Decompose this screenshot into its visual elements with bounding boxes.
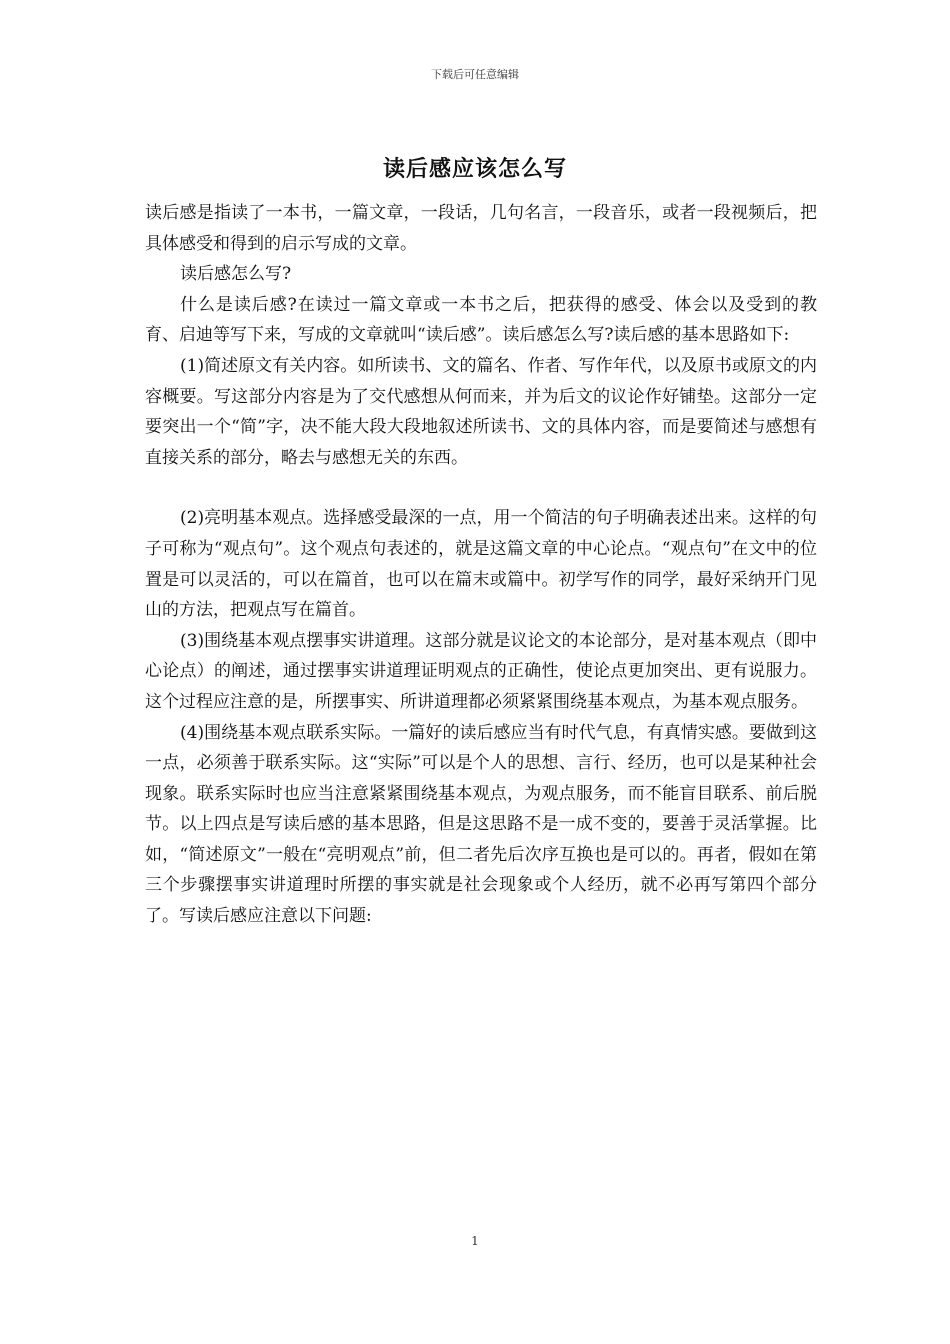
page-number: 1	[471, 1234, 479, 1248]
paragraph-question: 读后感怎么写?	[180, 264, 292, 285]
paragraph-definition: 什么是读后感?在读过一篇文章或一本书之后，把获得的感受、体会以及受到的教育、启迪等写下来，写成的文章就叫“读后感”。读后感怎么写?读后感的基本思路如下:	[145, 294, 817, 346]
paragraph-step-2: (2)亮明基本观点。选择感受最深的一点，用一个简洁的句子明确表述出来。这样的句子可称为“观点句”。这个观点句表述的，就是这篇文章的中心论点。“观点句”在文中的位置是可以灵活的，可以在篇首，也可以在篇末或篇中。初学写作的同学，最好采纳开门见山的方法，把观点写在篇首。	[145, 508, 817, 621]
paragraph-step-3: (3)围绕基本观点摆事实讲道理。这部分就是议论文的本论部分，是对基本观点（即中心论点）的阐述，通过摆事实讲道理证明观点的正确性，使论点更加突出、更有说服力。这个过程应注意的是，所摆事实、所讲道理都必须紧紧围绕基本观点，为基本观点服务。	[145, 630, 817, 712]
paragraph-step-1: (1)简述原文有关内容。如所读书、文的篇名、作者、写作年代，以及原书或原文的内容概要。写这部分内容是为了交代感想从何而来，并为后文的议论作好铺垫。这部分一定要突出一个“简”字，决不能大段大段地叙述所读书、文的具体内容，而是要简述与感想有直接关系的部分，略去与感想无关的东西。	[145, 355, 817, 468]
document-body	[145, 198, 817, 932]
paragraph-step-4: (4)围绕基本观点联系实际。一篇好的读后感应当有时代气息，有真情实感。要做到这一点，必须善于联系实际。这“实际”可以是个人的思想、言行、经历，也可以是某种社会现象。联系实际时也应当注意紧紧围绕基本观点，为观点服务，而不能盲目联系、前后脱节。以上四点是写读后感的基本思路，但是这思路不是一成不变的，要善于灵活掌握。比如，“简述原文”一般在“亮明观点”前，但二者先后次序互换也是可以的。再者，假如在第三个步骤摆事实讲道理时所摆的事实就是社会现象或个人经历，就不必再写第四个部分了。写读后感应注意以下问题:	[145, 722, 817, 927]
paragraph-intro: 读后感是指读了一本书，一篇文章，一段话，几句名言，一段音乐，或者一段视频后，把具体感受和得到的启示写成的文章。	[145, 203, 817, 254]
page-header: 下载后可任意编辑	[431, 68, 519, 81]
document-title: 读后感应该怎么写	[382, 156, 567, 182]
